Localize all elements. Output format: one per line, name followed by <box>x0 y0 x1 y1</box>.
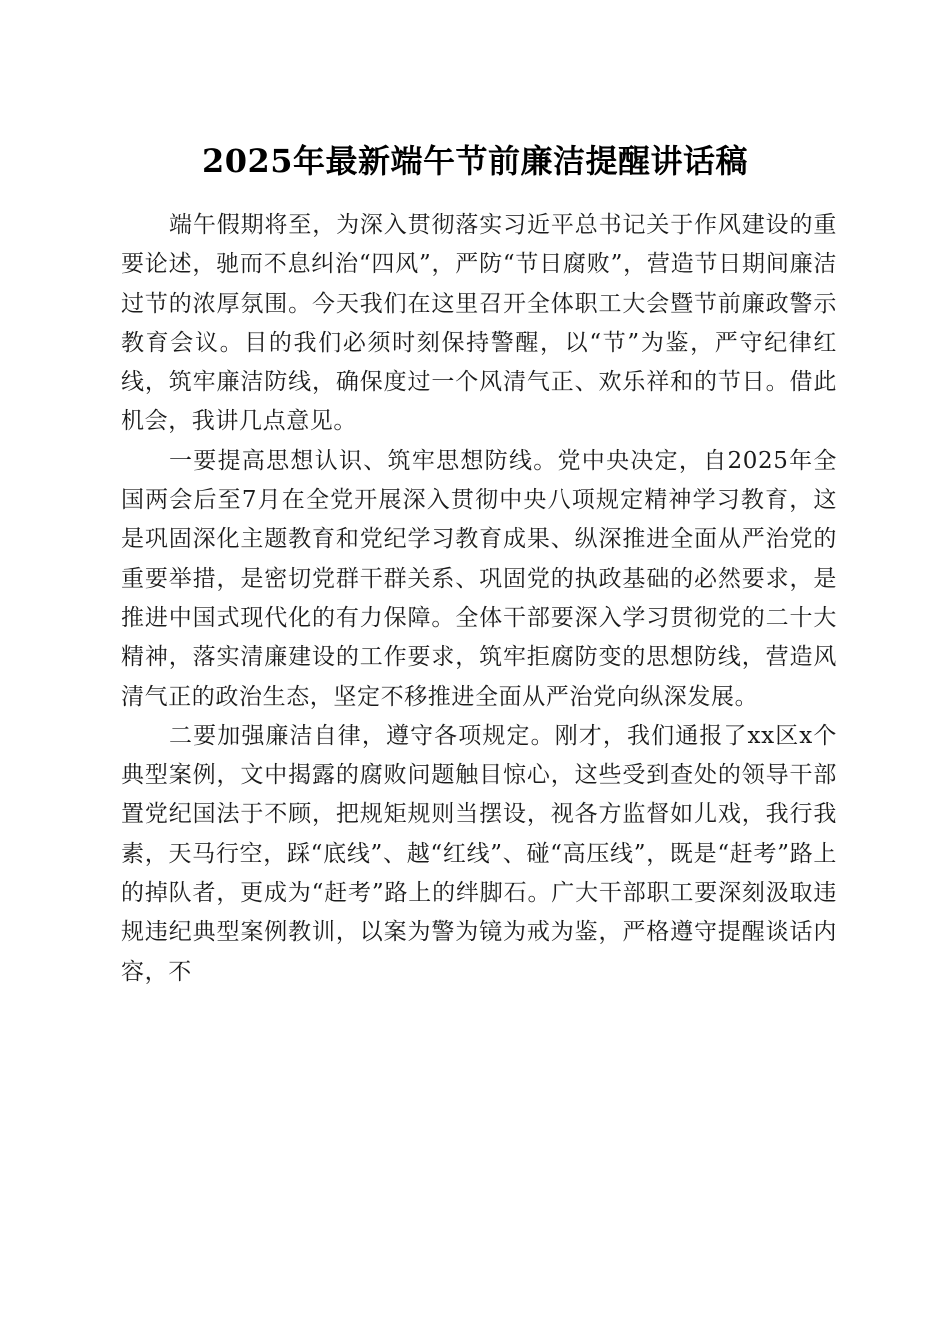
document-title: 2025年最新端午节前廉洁提醒讲话稿 <box>201 142 749 180</box>
paragraph-point-one: 一要提高思想认识、筑牢思想防线。党中央决定，自2025年全国两会后至7月在全党开展深入贯彻中央八项规定精神学习教育，这是巩固深化主题教育和党纪学习教育成果、纵深推进全面从严治党的重要举措，是密切党群干群关系、巩固党的执政基础的必然要求，是推进中国式现代化的有力保障。全体干部要深入学习贯彻党的二十大精神，落实清廉建设的工作要求，筑牢拒腐防变的思想防线，营造风清气正的政治生态，坚定不移推进全面从严治党向纵深发展。 <box>121 447 837 710</box>
document-body <box>121 206 837 992</box>
paragraph-point-two: 二要加强廉洁自律，遵守各项规定。刚才，我们通报了xx区x个典型案例，文中揭露的腐败问题触目惊心，这些受到查处的领导干部置党纪国法于不顾，把规矩规则当摆设，视各方监督如儿戏，我行我素，天马行空，踩“底线”、越“红线”、碰“高压线”，既是“赶考”路上的掉队者，更成为“赶考”路上的绊脚石。广大干部职工要深刻汲取违规违纪典型案例教训，以案为警为镜为戒为鉴，严格遵守提醒谈话内容，不 <box>121 722 837 985</box>
paragraph-intro: 端午假期将至，为深入贯彻落实习近平总书记关于作风建设的重要论述，驰而不息纠治“四风”，严防“节日腐败”，营造节日期间廉洁过节的浓厚氛围。今天我们在这里召开全体职工大会暨节前廉政警示教育会议。目的我们必须时刻保持警醒，以“节”为鉴，严守纪律红线，筑牢廉洁防线，确保度过一个风清气正、欢乐祥和的节日。借此机会，我讲几点意见。 <box>121 212 837 435</box>
